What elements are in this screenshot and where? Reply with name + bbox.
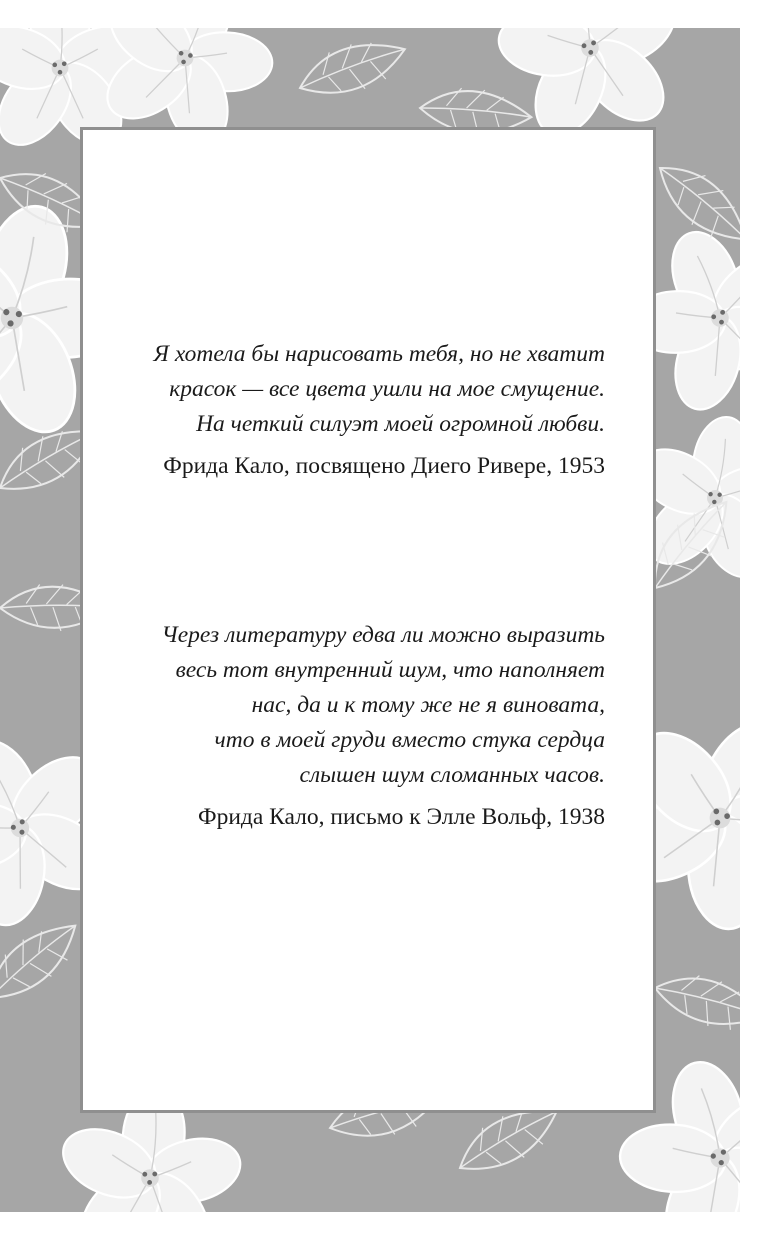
quote-2-attribution: Фрида Кало, письмо к Элле Вольф, 1938 xyxy=(198,804,605,830)
leaf-left-4 xyxy=(0,914,91,1009)
quote-2-line-2: весь тот внутренний шум, что наполняет xyxy=(175,657,605,683)
leaf-right-3 xyxy=(650,957,740,1045)
quote-2-line-4: что в моей груди вместо стука сердца xyxy=(214,727,605,753)
leaf-top-1 xyxy=(294,35,410,99)
quote-2-line-3: нас, да и к тому же не я виновата, xyxy=(251,692,605,718)
quote-block-2 xyxy=(105,618,605,834)
quote-block-1 xyxy=(105,337,605,483)
quote-1-line-3: На четкий силуэт моей огромной любви. xyxy=(196,411,605,437)
quote-1-line-2: красок — все цвета ушли на мое смущение. xyxy=(169,376,605,402)
quote-2-line-5: слышен шум сломанных часов. xyxy=(299,762,605,788)
quote-2-line-1: Через литературу едва ли можно выразить xyxy=(161,622,605,648)
quote-1-line-1: Я хотела бы нарисовать тебя, но не хватит xyxy=(153,341,605,367)
quote-panel xyxy=(80,127,656,1113)
quote-1-attribution: Фрида Кало, посвящено Диего Ривере, 1953 xyxy=(163,453,605,479)
